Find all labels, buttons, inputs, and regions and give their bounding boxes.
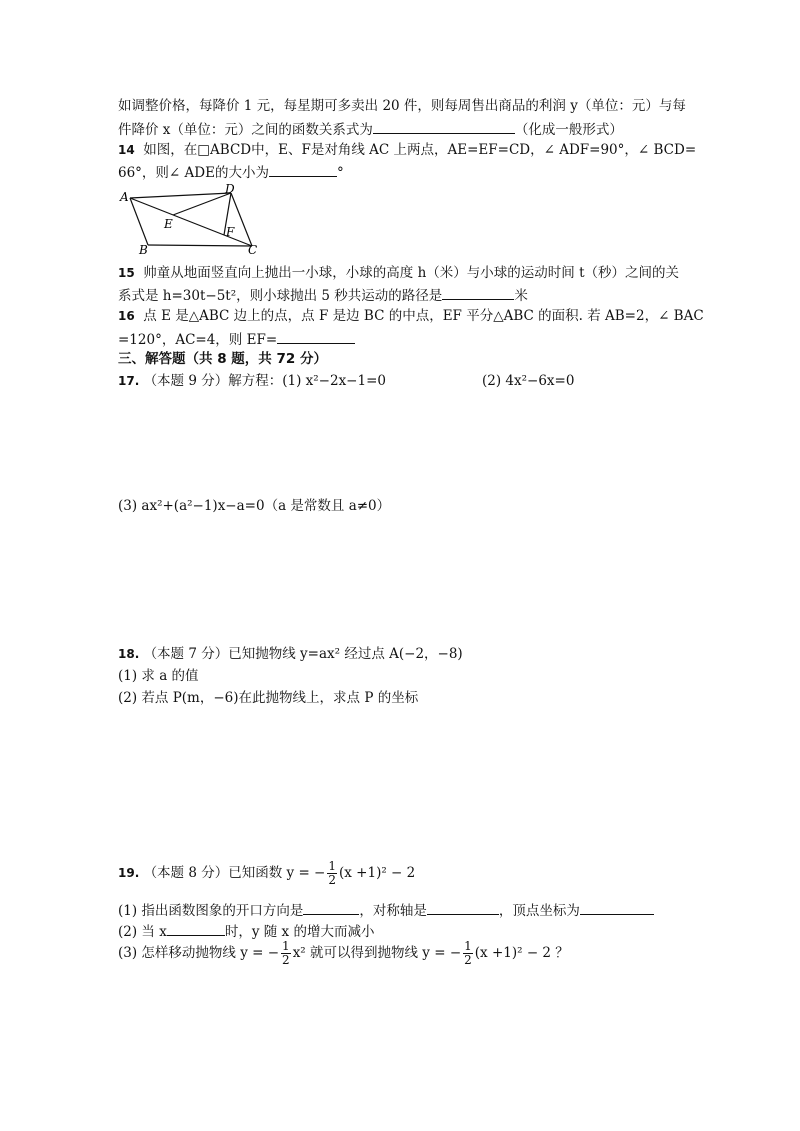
q19-frac-den: 2 [328, 873, 336, 887]
q16-line1 [118, 307, 704, 325]
q17-line1 [118, 372, 386, 390]
q15-answer-blank[interactable] [442, 285, 514, 300]
q19-part3-b: x² 就可以得到抛物线 y = − [292, 945, 462, 961]
label-E: E [164, 217, 173, 231]
q16-text: 点 E 是△ABC 边上的点，点 F 是边 BC 的中点，EF 平分△ABC 的面积. 若 AB=2，∠ BAC [143, 308, 704, 324]
q14-line1 [118, 141, 696, 159]
q19-vertex-blank[interactable] [580, 900, 654, 915]
q19-part2 [118, 921, 374, 941]
q19-part2-b: 时，y 随 x 的增大而减小 [224, 924, 375, 940]
q19-axis-blank[interactable] [427, 900, 499, 915]
q19-part3-frac1-den: 2 [282, 953, 290, 967]
q14-degree: ° [336, 165, 344, 181]
q19-part1-c: ，顶点坐标为 [498, 903, 580, 919]
q19-part3-c: (x +1)² − 2 ？ [474, 945, 569, 961]
q19-part1-b: ，对称轴是 [359, 903, 427, 919]
q18-part1: (1) 求 a 的值 [118, 668, 199, 684]
q19-line1 [118, 859, 415, 887]
q19-part2-a: (2) 当 x [118, 924, 167, 940]
q17-intro: （本题 9 分）解方程：(1) x²−2x−1=0 [143, 373, 386, 389]
q14-number: 14 [118, 143, 135, 157]
q19-part3-frac1-num: 1 [282, 939, 290, 953]
q13-line2-suffix: （化成一般形式） [514, 122, 623, 138]
q16-answer-blank[interactable] [277, 329, 355, 344]
q19-part3-frac2-den: 2 [464, 953, 472, 967]
label-C: C [248, 243, 258, 256]
q17-part3: (3) ax²+(a²−1)x−a=0（a 是常数且 a≠0） [118, 498, 391, 514]
q17-part2: (2) 4x²−6x=0 [482, 373, 575, 389]
q19-part1 [118, 900, 654, 920]
q14-answer-blank[interactable] [269, 162, 337, 177]
q19-part3-frac2 [463, 940, 473, 967]
q15-line2 [118, 285, 528, 305]
q19-intro-post: (x +1)² − 2 [339, 865, 416, 881]
q15-line2-text: 系式是 h=30t−5t²，则小球抛出 5 秒共运动的路径是 [118, 288, 443, 304]
label-A: A [120, 190, 129, 204]
section-3-title: 三、解答题（共 8 题，共 72 分） [118, 351, 327, 367]
q16-line2 [118, 329, 355, 349]
q15-unit: 米 [514, 288, 528, 304]
q14-text: 如图，在□ABCD中，E、F是对角线 AC 上两点，AE=EF=CD，∠ ADF=90°，∠ BCD= [143, 142, 697, 158]
q14-line2-text: 66°，则∠ ADE的大小为 [118, 165, 269, 181]
q14-line2 [118, 162, 344, 182]
q19-frac-num: 1 [328, 859, 336, 873]
q19-part3 [118, 939, 569, 967]
label-D: D [225, 184, 235, 196]
q19-intro-pre: （本题 8 分）已知函数 y = − [143, 865, 326, 881]
q18-line1 [118, 645, 463, 663]
label-B: B [139, 243, 148, 256]
q18-number: 18. [118, 647, 140, 661]
q19-fraction [327, 860, 337, 887]
q18-intro: （本题 7 分）已知抛物线 y=ax² 经过点 A(−2，−8) [143, 646, 463, 662]
q19-part3-a: (3) 怎样移动抛物线 y = − [118, 945, 280, 961]
q19-part1-a: (1) 指出函数图象的开口方向是 [118, 903, 304, 919]
q18-part2: (2) 若点 P(m，−6)在此抛物线上，求点 P 的坐标 [118, 690, 419, 706]
q17-number: 17. [118, 374, 140, 388]
q14-parallelogram-figure [118, 184, 268, 256]
q15-line1 [118, 264, 679, 282]
q19-range-blank[interactable] [167, 921, 225, 936]
q13-line2-text: 件降价 x（单位：元）之间的函数关系式为 [118, 122, 373, 138]
q19-part3-frac2-num: 1 [464, 939, 472, 953]
q19-opening-blank[interactable] [303, 900, 359, 915]
q16-number: 16 [118, 309, 135, 323]
q19-part3-frac1 [281, 940, 291, 967]
q15-number: 15 [118, 266, 135, 280]
q13-answer-blank[interactable] [373, 119, 515, 134]
q19-number: 19. [118, 866, 140, 880]
q16-line2-text: =120°，AC=4，则 EF= [118, 332, 278, 348]
label-F: F [226, 225, 235, 239]
q15-text: 帅童从地面竖直向上抛出一小球，小球的高度 h（米）与小球的运动时间 t（秒）之间的关 [143, 265, 679, 281]
q13-line1: 如调整价格，每降价 1 元，每星期可多卖出 20 件，则每周售出商品的利润 y（单位：元）与每 [118, 98, 686, 114]
q13-line2 [118, 119, 623, 139]
